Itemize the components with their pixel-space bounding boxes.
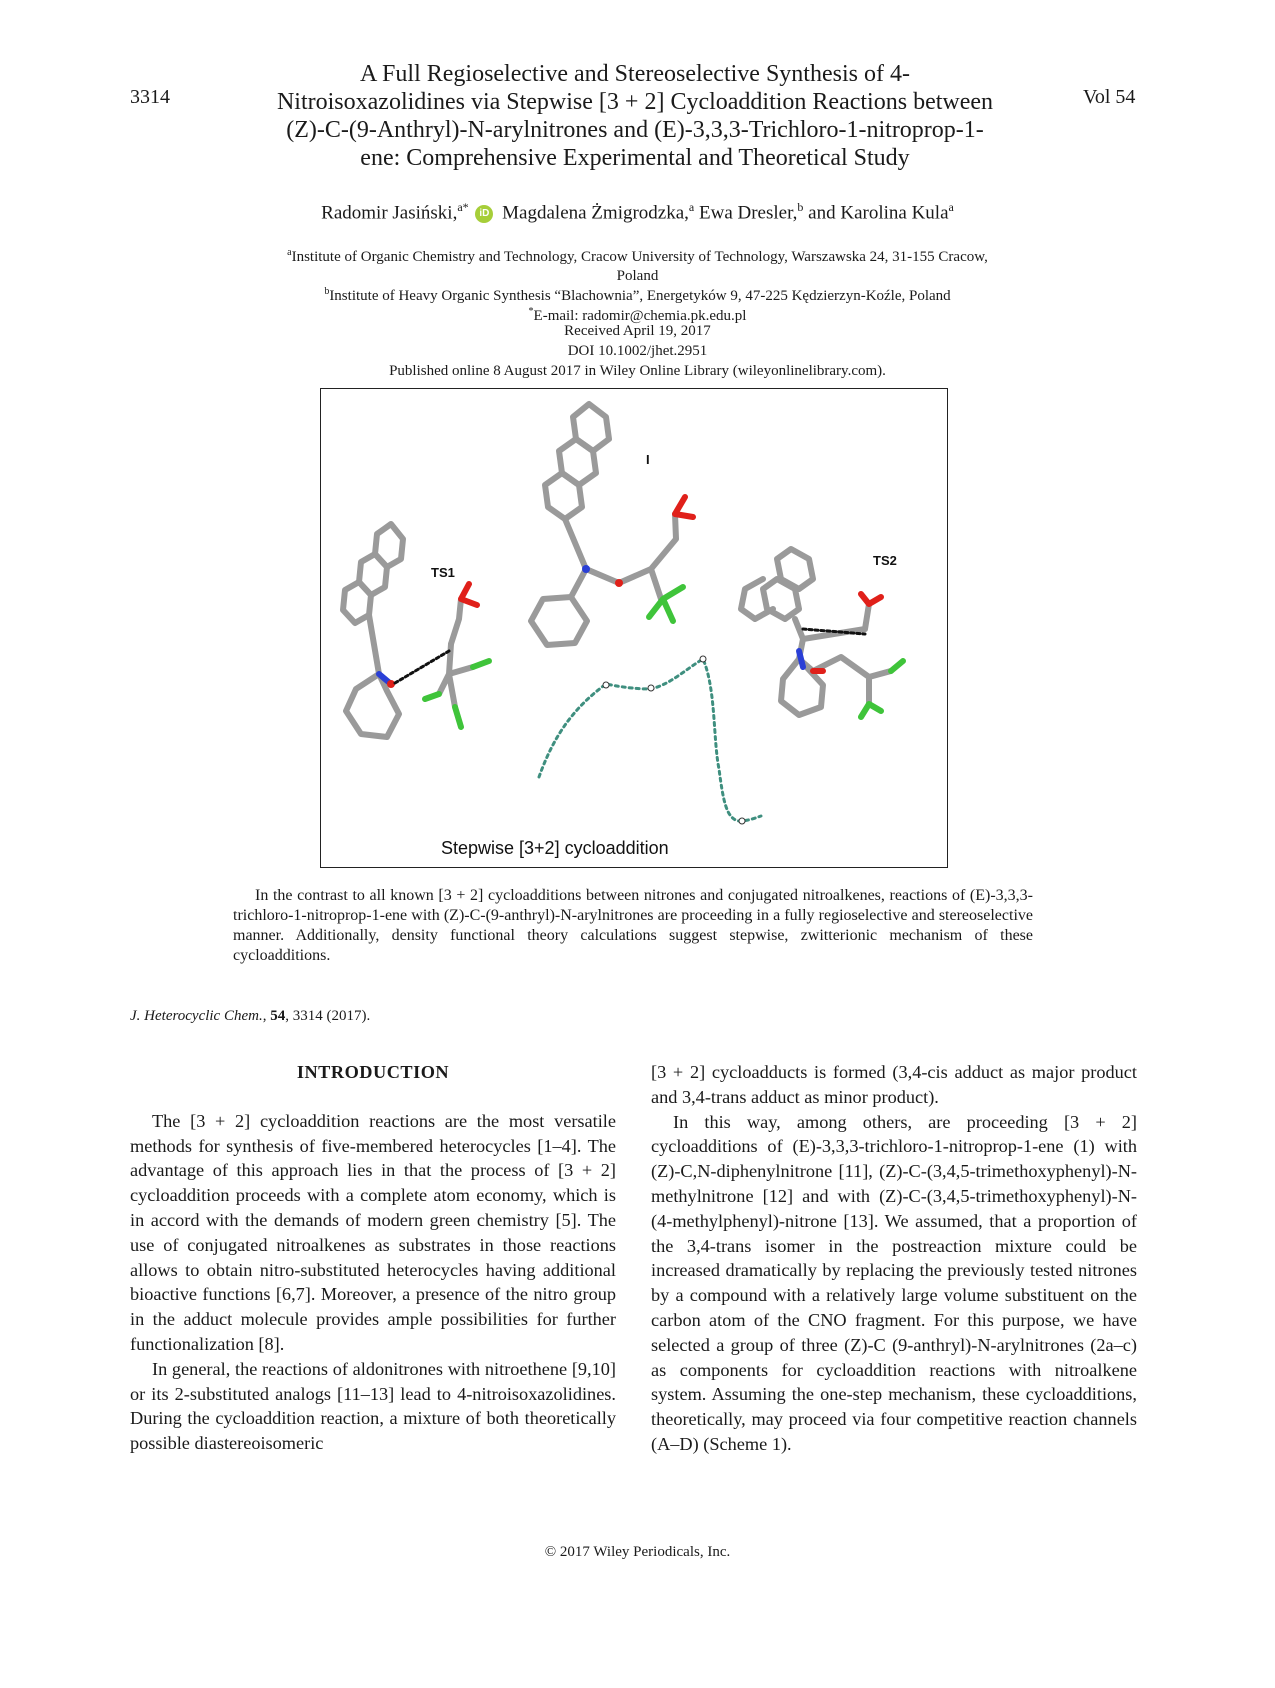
published-online: Published online 8 August 2017 in Wiley Online Library (wileyonlinelibrary.com).: [389, 363, 886, 379]
label-intermediate: I: [646, 452, 650, 467]
email-mark: *: [528, 306, 534, 317]
email-text: E-mail: radomir@chemia.pk.edu.pl: [533, 308, 747, 324]
author-affiliation-mark: a: [688, 200, 695, 214]
affiliation-text: Institute of Heavy Organic Synthesis “Blachownia”, Energetyków 9, 47-225 Kędzierzyn-Koźle, Poland: [329, 288, 951, 304]
journal-name: J. Heterocyclic Chem.: [130, 1008, 263, 1024]
mechanism-illustration: [321, 389, 947, 867]
molecule-ts2: [741, 549, 903, 717]
author-name: Magdalena Żmigrodzka,: [502, 202, 689, 224]
molecule-intermediate-i: [531, 404, 693, 645]
label-ts2: TS2: [873, 553, 897, 568]
title-line: ene: Comprehensive Experimental and Theoretical Study: [360, 145, 910, 171]
author-list: [200, 200, 1075, 224]
body-column-right: [651, 1060, 1137, 1457]
volume-label: Vol 54: [1083, 86, 1136, 108]
author-name: Ewa Dresler,: [699, 202, 798, 224]
energy-profile-path: [539, 659, 761, 821]
copyright-footer: © 2017 Wiley Periodicals, Inc.: [544, 1544, 731, 1560]
affiliation-text: Poland: [616, 268, 659, 284]
affiliation-mark: a: [287, 247, 292, 258]
author-affiliation-mark: a: [948, 200, 954, 214]
title-line: (Z)-C-(9-Anthryl)-N-arylnitrones and (E)-3,3,3-Trichloro-1-nitroprop-1-: [286, 117, 984, 143]
section-heading: INTRODUCTION: [296, 1062, 450, 1082]
graphical-abstract-figure: [320, 388, 948, 868]
body-paragraph: In general, the reactions of aldonitrones with nitroethene [9,10] or its 2-substituted analogs [11–13] lead to 4-nitroisoxazolidines. During the cycloaddition reaction, a mixture of both theoretically possible diastereoisomeric: [130, 1358, 616, 1454]
abstract: In the contrast to all known [3 + 2] cycloadditions between nitrones and conjugated nitroalkenes, reactions of (E)-3,3,3-trichloro-1-nitroprop-1-ene with (Z)-C-(9-anthryl)-N-arylnitrones are proceeding in a fully regioselective and stereoselective manner. Additionally, density functional theory calculations suggest stepwise, zwitterionic mechanism of these cycloadditions.: [233, 887, 1033, 964]
orcid-icon[interactable]: iD: [475, 205, 493, 223]
author-affiliation-mark: b: [797, 200, 804, 214]
page-number: 3314: [130, 86, 170, 108]
affiliation-mark: b: [324, 286, 330, 297]
author-name: Radomir Jasiński,: [321, 202, 458, 224]
received-date: Received April 19, 2017: [564, 323, 711, 339]
journal-volume: 54: [270, 1008, 286, 1024]
molecule-ts1: [343, 524, 489, 737]
journal-citation: J. Heterocyclic Chem., 54, 3314 (2017).: [130, 1008, 371, 1024]
label-ts1: TS1: [431, 565, 455, 580]
citation-rest: , 3314 (2017).: [285, 1008, 371, 1024]
author-affiliation-mark: a*: [457, 200, 469, 214]
body-paragraph: [3 + 2] cycloadducts is formed (3,4-cis adduct as major product and 3,4-trans adduct as minor product).: [651, 1062, 1137, 1107]
body-column-left: [130, 1060, 616, 1456]
figure-caption: Stepwise [3+2] cycloaddition: [441, 838, 669, 858]
author-name: and Karolina Kula: [808, 202, 949, 224]
affiliation-a: [200, 243, 1075, 286]
body-paragraph: The [3 + 2] cycloaddition reactions are the most versatile methods for synthesis of five-membered heterocycles [1–4]. The advantage of this approach lies in that the process of [3 + 2] cycloaddition proceeds with a complete atom economy, which is in accord with the demands of modern green chemistry [5]. The use of conjugated nitroalkenes as substrates in those reactions allows to obtain nitro-substituted heterocycles having additional bioactive functions [6,7]. Moreover, a presence of the nitro group in the adduct molecule provides ample possibilities for further functionalization [8].: [130, 1110, 616, 1354]
affiliation-text: Institute of Organic Chemistry and Technology, Cracow University of Technology, Warszawska 24, 31-155 Cracow,: [291, 249, 988, 265]
doi: DOI 10.1002/jhet.2951: [567, 343, 708, 359]
body-paragraph: In this way, among others, are proceeding [3 + 2] cycloadditions of (E)-3,3,3-trichloro-1-nitroprop-1-ene (1) with (Z)-C,N-diphenylnitrone [11], (Z)-C-(3,4,5-trimethoxyphenyl)-N-methylnitrone [12] and with (Z)-C-(3,4,5-trimethoxyphenyl)-N-(4-methylphenyl)-nitrone [13]. We assumed, that a proportion of the 3,4-trans isomer in the postreaction mixture could be increased dramatically by replacing the previously tested nitrones by a compound with a relatively large volume substituent on the carbon atom of the CNO fragment. For this purpose, we have selected a group of three (Z)-C (9-anthryl)-N-arylnitrones (2a–c) as components for cycloaddition reactions with nitroalkene system. Assuming the one-step mechanism, these cycloadditions, theoretically, may proceed via four competitive reaction channels (A–D) (Scheme 1).: [651, 1111, 1137, 1454]
title-line: A Full Regioselective and Stereoselective Synthesis of 4-: [360, 61, 910, 87]
title-line: Nitroisoxazolidines via Stepwise [3 + 2] Cycloaddition Reactions between: [276, 89, 994, 115]
article-title: [250, 60, 1020, 172]
